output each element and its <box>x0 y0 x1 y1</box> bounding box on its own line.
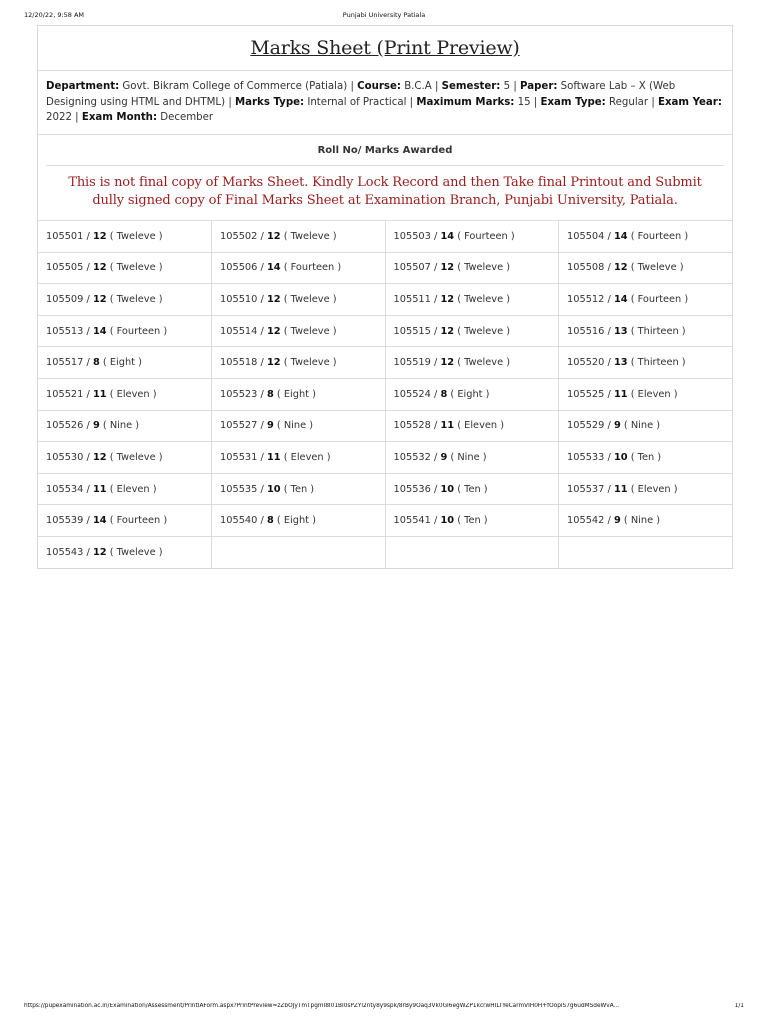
marks-cell: 105509 / 12 ( Tweleve ) <box>38 284 212 316</box>
marks-words: ( Tweleve ) <box>283 357 337 369</box>
marks-words: ( Eight ) <box>102 357 142 369</box>
marks-section <box>38 135 732 568</box>
marks-words: ( Thirteen ) <box>630 325 686 337</box>
marks-sheet <box>37 25 733 569</box>
marks-cell: 105508 / 12 ( Tweleve ) <box>559 252 733 284</box>
marks-value: 12 <box>440 293 455 305</box>
roll-number: 105541 <box>393 515 431 527</box>
exam-month-value: December <box>160 112 214 123</box>
roll-number: 105510 <box>220 293 258 305</box>
marks-cell: 105541 / 10 ( Ten ) <box>385 505 559 537</box>
roll-number: 105533 <box>567 451 605 463</box>
table-row <box>38 347 732 379</box>
marks-value: 12 <box>92 230 107 242</box>
table-row <box>38 505 732 537</box>
roll-number: 105508 <box>567 262 605 274</box>
marks-cell: 105542 / 9 ( Nine ) <box>559 505 733 537</box>
marks-heading: Roll No/ Marks Awarded <box>46 135 724 166</box>
semester-value: 5 <box>503 81 511 92</box>
table-row <box>38 536 732 567</box>
empty-cell <box>559 536 733 567</box>
roll-number: 105525 <box>567 388 605 400</box>
roll-number: 105528 <box>393 420 431 432</box>
exam-year-value: 2022 <box>46 112 72 123</box>
max-marks-label: Maximum Marks: <box>416 96 515 108</box>
marks-table-body <box>38 221 732 568</box>
roll-number: 105501 <box>46 230 84 242</box>
marks-cell: 105534 / 11 ( Eleven ) <box>38 473 212 505</box>
marks-table <box>38 220 732 568</box>
roll-number: 105516 <box>567 325 605 337</box>
marks-value: 12 <box>266 357 281 369</box>
marks-value: 12 <box>92 293 107 305</box>
marks-words: ( Nine ) <box>276 420 314 432</box>
marks-value: 8 <box>440 388 448 400</box>
marks-words: ( Fourteen ) <box>457 230 515 242</box>
marks-cell: 105506 / 14 ( Fourteen ) <box>212 252 386 284</box>
marks-value: 12 <box>266 230 281 242</box>
print-footer <box>24 1003 744 1013</box>
roll-number: 105532 <box>393 451 431 463</box>
marks-words: ( Fourteen ) <box>630 293 689 305</box>
table-row <box>38 315 732 347</box>
empty-cell <box>385 536 559 567</box>
marks-value: 14 <box>613 230 628 242</box>
marks-value: 10 <box>266 483 281 495</box>
marks-cell: 105515 / 12 ( Tweleve ) <box>385 315 559 347</box>
marks-cell: 105521 / 11 ( Eleven ) <box>38 378 212 410</box>
marks-value: 12 <box>440 325 455 337</box>
marks-words: ( Tweleve ) <box>283 293 337 305</box>
marks-value: 14 <box>266 262 281 274</box>
marks-value: 12 <box>266 293 281 305</box>
marks-value: 12 <box>92 451 107 463</box>
marks-cell: 105512 / 14 ( Fourteen ) <box>559 284 733 316</box>
exam-type-value: Regular <box>609 96 649 108</box>
marks-words: ( Nine ) <box>623 420 661 432</box>
marks-cell: 105537 / 11 ( Eleven ) <box>559 473 733 505</box>
marks-type-value: Internal of Practical <box>307 96 407 108</box>
roll-number: 105540 <box>220 515 258 527</box>
marks-type-label: Marks Type: <box>235 96 305 108</box>
marks-cell: 105513 / 14 ( Fourteen ) <box>38 315 212 347</box>
marks-value: 13 <box>613 357 628 369</box>
marks-cell: 105543 / 12 ( Tweleve ) <box>38 536 212 567</box>
roll-number: 105507 <box>393 262 431 274</box>
marks-cell: 105539 / 14 ( Fourteen ) <box>38 505 212 537</box>
marks-words: ( Tweleve ) <box>109 262 163 274</box>
page-title: Marks Sheet (Print Preview) <box>250 37 520 59</box>
marks-value: 14 <box>92 515 107 527</box>
print-header <box>24 11 744 21</box>
marks-cell: 105514 / 12 ( Tweleve ) <box>212 315 386 347</box>
exam-info: Department: Govt. Bikram College of Commerce (Patiala) | Course: B.C.A | Semester: 5 | Paper: Software Lab – X (Web Designing using HTML and DHTML) | Marks Type: Internal of Practical | Maximum Marks: 15 | Exam Type: Regular | Exam Year: 2022 | Exam Month: December <box>38 71 732 135</box>
marks-cell: 105524 / 8 ( Eight ) <box>385 378 559 410</box>
marks-cell: 105533 / 10 ( Ten ) <box>559 442 733 474</box>
marks-value: 12 <box>440 357 455 369</box>
marks-value: 8 <box>266 515 274 527</box>
marks-cell: 105530 / 12 ( Tweleve ) <box>38 442 212 474</box>
roll-number: 105511 <box>393 293 431 305</box>
paper-value: Software Lab – X (Web Designing using HTML and DHTML) <box>46 81 676 108</box>
marks-value: 13 <box>613 325 628 337</box>
marks-words: ( Thirteen ) <box>630 357 686 369</box>
roll-number: 105503 <box>393 230 431 242</box>
marks-value: 12 <box>92 546 107 558</box>
marks-cell: 105535 / 10 ( Ten ) <box>212 473 386 505</box>
roll-number: 105529 <box>567 420 605 432</box>
table-row <box>38 410 732 442</box>
marks-words: ( Fourteen ) <box>283 262 342 274</box>
empty-cell <box>212 536 386 567</box>
marks-words: ( Nine ) <box>102 420 140 432</box>
marks-value: 12 <box>92 262 107 274</box>
marks-cell: 105502 / 12 ( Tweleve ) <box>212 221 386 253</box>
table-row <box>38 473 732 505</box>
marks-words: ( Eleven ) <box>109 483 157 495</box>
max-marks-value: 15 <box>517 96 531 108</box>
roll-number: 105519 <box>393 357 431 369</box>
marks-words: ( Eleven ) <box>283 451 331 463</box>
marks-words: ( Tweleve ) <box>109 546 163 558</box>
marks-words: ( Fourteen ) <box>109 325 168 337</box>
roll-number: 105523 <box>220 388 258 400</box>
marks-value: 9 <box>266 420 274 432</box>
marks-words: ( Ten ) <box>283 483 315 495</box>
marks-words: ( Tweleve ) <box>457 293 511 305</box>
marks-value: 11 <box>613 483 628 495</box>
roll-number: 105520 <box>567 357 605 369</box>
exam-type-label: Exam Type: <box>540 96 606 108</box>
marks-words: ( Nine ) <box>450 451 487 463</box>
marks-cell: 105519 / 12 ( Tweleve ) <box>385 347 559 379</box>
roll-number: 105531 <box>220 451 258 463</box>
marks-cell: 105527 / 9 ( Nine ) <box>212 410 386 442</box>
title-section <box>38 26 732 71</box>
marks-cell: 105536 / 10 ( Ten ) <box>385 473 559 505</box>
marks-words: ( Tweleve ) <box>630 262 684 274</box>
warning-notice: This is not final copy of Marks Sheet. Kindly Lock Record and then Take final Printout and Submit dully signed copy of Final Marks Sheet at Examination Branch, Punjabi University, Patiala. <box>68 175 702 208</box>
department-value: Govt. Bikram College of Commerce (Patiala) <box>122 81 348 92</box>
course-value: B.C.A <box>404 81 432 92</box>
roll-number: 105530 <box>46 451 84 463</box>
marks-value: 12 <box>440 262 455 274</box>
marks-words: ( Ten ) <box>630 451 662 463</box>
marks-value: 11 <box>440 420 455 432</box>
marks-value: 9 <box>613 420 621 432</box>
print-site-title: Punjabi University Patiala <box>342 11 426 19</box>
marks-words: ( Tweleve ) <box>457 357 511 369</box>
marks-value: 10 <box>440 515 455 527</box>
marks-cell: 105505 / 12 ( Tweleve ) <box>38 252 212 284</box>
marks-words: ( Tweleve ) <box>109 230 163 242</box>
marks-value: 10 <box>440 483 455 495</box>
roll-number: 105543 <box>46 546 84 558</box>
marks-value: 14 <box>613 293 628 305</box>
marks-cell: 105517 / 8 ( Eight ) <box>38 347 212 379</box>
marks-cell: 105510 / 12 ( Tweleve ) <box>212 284 386 316</box>
roll-number: 105536 <box>393 483 431 495</box>
roll-number: 105527 <box>220 420 258 432</box>
marks-cell: 105540 / 8 ( Eight ) <box>212 505 386 537</box>
roll-number: 105505 <box>46 262 84 274</box>
marks-value: 10 <box>613 451 628 463</box>
marks-value: 8 <box>266 388 274 400</box>
roll-number: 105526 <box>46 420 84 432</box>
marks-words: ( Eight ) <box>276 388 316 400</box>
marks-words: ( Tweleve ) <box>283 230 337 242</box>
marks-value: 9 <box>440 451 448 463</box>
marks-value: 11 <box>266 451 281 463</box>
marks-words: ( Fourteen ) <box>630 230 689 242</box>
marks-cell: 105511 / 12 ( Tweleve ) <box>385 284 559 316</box>
marks-cell: 105532 / 9 ( Nine ) <box>385 442 559 474</box>
roll-number: 105534 <box>46 483 84 495</box>
table-row <box>38 378 732 410</box>
marks-cell: 105518 / 12 ( Tweleve ) <box>212 347 386 379</box>
marks-words: ( Nine ) <box>623 515 661 527</box>
roll-number: 105539 <box>46 515 84 527</box>
course-label: Course: <box>357 81 401 92</box>
roll-number: 105537 <box>567 483 605 495</box>
marks-words: ( Ten ) <box>457 515 488 527</box>
marks-cell: 105525 / 11 ( Eleven ) <box>559 378 733 410</box>
roll-number: 105506 <box>220 262 258 274</box>
roll-number: 105513 <box>46 325 84 337</box>
marks-cell: 105529 / 9 ( Nine ) <box>559 410 733 442</box>
marks-value: 12 <box>266 325 281 337</box>
marks-cell: 105504 / 14 ( Fourteen ) <box>559 221 733 253</box>
exam-month-label: Exam Month: <box>81 112 158 123</box>
marks-words: ( Eight ) <box>450 388 490 400</box>
roll-number: 105542 <box>567 515 605 527</box>
marks-cell: 105531 / 11 ( Eleven ) <box>212 442 386 474</box>
marks-cell: 105503 / 14 ( Fourteen ) <box>385 221 559 253</box>
marks-value: 11 <box>92 388 107 400</box>
marks-cell: 105526 / 9 ( Nine ) <box>38 410 212 442</box>
marks-value: 9 <box>92 420 100 432</box>
marks-value: 11 <box>613 388 628 400</box>
marks-words: ( Tweleve ) <box>283 325 337 337</box>
semester-label: Semester: <box>441 81 501 92</box>
marks-cell: 105528 / 11 ( Eleven ) <box>385 410 559 442</box>
roll-number: 105502 <box>220 230 258 242</box>
marks-cell: 105523 / 8 ( Eight ) <box>212 378 386 410</box>
table-row <box>38 442 732 474</box>
table-row <box>38 284 732 316</box>
roll-number: 105509 <box>46 293 84 305</box>
marks-value: 11 <box>92 483 107 495</box>
department-label: Department: <box>46 81 120 92</box>
roll-number: 105515 <box>393 325 431 337</box>
marks-value: 14 <box>440 230 455 242</box>
marks-words: ( Tweleve ) <box>109 451 163 463</box>
roll-number: 105517 <box>46 357 84 369</box>
roll-number: 105504 <box>567 230 605 242</box>
marks-value: 9 <box>613 515 621 527</box>
print-page-number: 1/1 <box>734 1003 744 1009</box>
table-row <box>38 252 732 284</box>
marks-words: ( Eleven ) <box>457 420 505 432</box>
marks-value: 8 <box>92 357 100 369</box>
roll-number: 105514 <box>220 325 258 337</box>
paper-label: Paper: <box>520 81 558 92</box>
marks-words: ( Fourteen ) <box>109 515 168 527</box>
marks-cell: 105516 / 13 ( Thirteen ) <box>559 315 733 347</box>
exam-year-label: Exam Year: <box>658 96 722 108</box>
marks-value: 14 <box>92 325 107 337</box>
roll-number: 105524 <box>393 388 431 400</box>
print-datetime: 12/20/22, 9:58 AM <box>24 11 85 19</box>
roll-number: 105512 <box>567 293 605 305</box>
marks-value: 12 <box>613 262 628 274</box>
marks-words: ( Eleven ) <box>630 483 678 495</box>
marks-cell: 105501 / 12 ( Tweleve ) <box>38 221 212 253</box>
print-url: https://pupexamination.ac.in/Examination/Assessment/PrintIAForm.aspx?PrintPreview=zZbOJyTmTpgmI8I01BI0sPZYl2nty8y9spk/8rBy9Oaq3Vk0GI6egWZP1kcrwHILTYeCarmVIH0H+fOoplS7g6udMSdeWvA... <box>24 1003 620 1009</box>
marks-cell: 105507 / 12 ( Tweleve ) <box>385 252 559 284</box>
marks-words: ( Tweleve ) <box>457 325 511 337</box>
marks-words: ( Tweleve ) <box>457 262 511 274</box>
roll-number: 105535 <box>220 483 258 495</box>
marks-words: ( Tweleve ) <box>109 293 163 305</box>
table-row <box>38 221 732 253</box>
marks-words: ( Eight ) <box>276 515 316 527</box>
roll-number: 105518 <box>220 357 258 369</box>
marks-words: ( Eleven ) <box>630 388 678 400</box>
roll-number: 105521 <box>46 388 84 400</box>
marks-words: ( Eleven ) <box>109 388 157 400</box>
marks-words: ( Ten ) <box>457 483 488 495</box>
marks-cell: 105520 / 13 ( Thirteen ) <box>559 347 733 379</box>
